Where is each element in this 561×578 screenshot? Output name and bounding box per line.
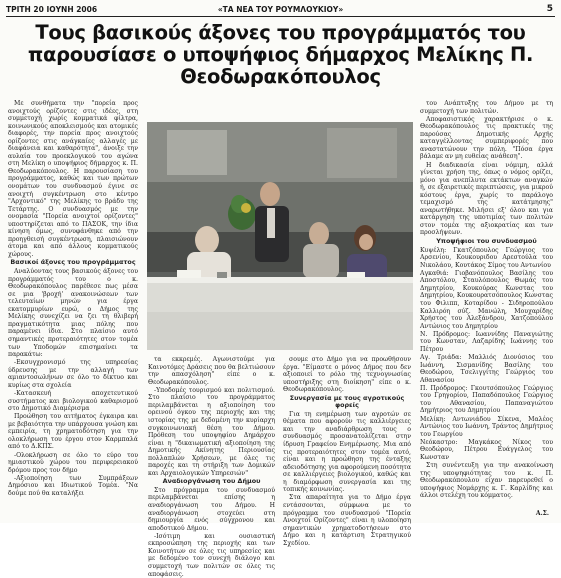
candidate-list: Π. Πρόδρομος: Γκουτσόπουλος Γεώργιος του Γρηγορίου, Παπαδόπουλος Γεώργιος του Αθανασίου, Παπαναγιώτου Δημήτριος του Δημητρίου xyxy=(420,384,553,415)
issue-date: ΤΡΙΤΗ 20 ΙΟΥΝΗ 2006 xyxy=(6,5,98,14)
candidate-list: Κυψέλη: Γκατζόπουλος Γεώργιος του Αρσενίου, Κουκουριδου Αρεστούλα του Νικολάου, Κουτάκος Σίμος του Αντωνίου xyxy=(420,246,553,269)
paragraph: Η διαδικασία είναι νόμιμη, αλλά γίνεται χρήση της, όπως ο νόμος ορίζει, μόνο για ανεπίλυτα εκτάκτων αναγκών ή, σε εξαιρετικές περιπτώσεις, για μικρού κόστους έργα, χωρίς το παράλογο τεμαχισμό της κατάτμησης" αναρωτήθηκε. Μιλήσει εξ' όλου και για κατάργηση της υποτιμίας των πολιτών στον τομέα της αξιοκρατίας και των προσλήψεων. xyxy=(420,161,553,237)
paragraph: τα εκκρεμές. Αγωνιστούμε για Καινοτόμες Δράσεις που θα βελτιώσουν την απασχόληση" είπε ο κ. Θεοδωρακόπουλος. xyxy=(148,356,275,386)
article-column-2 xyxy=(148,356,275,578)
page-number: 5 xyxy=(546,4,553,14)
paragraph: -Κατασκευή αποχετευτικού συστήματος και βιολογικού καθαρισμού στο Δημοτικό Διαμέρισμα xyxy=(8,389,138,413)
subheading: Αναδιοργάνωση του Δήμου xyxy=(162,477,261,486)
paragraph: σουμε στο Δήμο για να προωθήσουν έργα. "Είμαστε ο μόνος Δήμος που δεν αξιοποιεί το ρόλο της τεχνογνωσίας υποστήριξης στη διοίκηση" είπε ο κ. Θεοδωρακόπουλος. xyxy=(283,356,411,394)
paragraph: Αποφασιστικός χαρακτήρισε ο κ. Θεοδωρακόπουλος τις πρακτικές της παρούσας Δημοτικής Αρχής καταγγέλλοντας συμπεριφορές που αναστατώνουν την πόλη. "Πόσα έργα βάλαμε αν μη ευθείας ανάθεση". xyxy=(420,115,553,161)
page-header xyxy=(6,4,555,17)
paragraph: -Εκσυγχρονισμό της υπηρεσίας ύδρευσης με την αλλαγή των αμιαντοσωλήνων σε όλο το δίκτυο και κυρίως στα σχολεία xyxy=(8,359,138,389)
paragraph: Για τη ενημέρωση των αγροτών σε θέματα που αφορούν τις καλλιέργειες και την αναδιάρθρωση τους ο συνδυασμός προσανατολίζεται στην ίδρυση Γραφείου Ενημέρωσης. Μια από τις προτεραιότητες στον τομέα αυτό, είναι και η προώθηση της ένταξης αδειοδότησης για αφορούμενη ποσότητα σε καλλιέργειες βιολογικού, καθώς και η διαμόρφωση συνεργασία και της τοπικής κοινωνίας. xyxy=(283,410,411,494)
paragraph: Με συνθήματα την "πορεία προς ανοιχτούς ορίζοντες στις ιδέες, στη συμμετοχή χωρίς κομματικά φίλτρα, κοινωνικούς αποκλεισμούς και ατομικές διαφορές, την πορεία προς ανοιχτούς ορίζοντες στις ανάγκαίες αλλαγές με διαφάνεια και καθαρότητα", άνοιξε την αυλαία του προεκλογικού του αγώνα στη Μελίκη ο υποψήφιος δήμαρχος κ. Π. Θεοδωρακόπουλος. Η παρουσίαση του προγράμματος, καθώς και των πρώτων ονομάτων του συνδυασμού έγινε σε ανοιχτή συγκέντρωση στο κέντρο "Αρχοντικό" της Μελίκης το βράδυ της Τετάρτης. Ο συνδυασμός με την ονομασία "Πορεία ανοιχτοί ορίζοντες" υποστηρίζεται από το ΠΑΣΟΚ, την ίδια κίνηση όμως, συνυφάνθηκε από την προηγθεισή συγκέντρωση, πλαισιώνουν άτομα και από άλλους κομματικούς χώρους. xyxy=(8,100,138,258)
candidate-list: Αγ. Τριάδα: Μαλλιός Διονύσιος του Ιωάννη, Σισμανίδης Βασίλης του Θεοδώρου, Τσελιγγίτης Γεώργιος του Αθανασίου xyxy=(420,354,553,384)
subheading: Υποψήφιοι του συνδυασμού xyxy=(436,237,537,246)
candidate-list: Νεόκαστρο: Μαγκάκος Νίκος του Θεοδώρου, Πέτρου Ευάγγελος του Κωνσταν xyxy=(420,438,553,461)
candidate-list: Αγκαθιά: Γιοβανόπουλος Βασίλης του Αποστόλου, Σταυλόπουλος Θωμάς του Δημητρίου, Κουκούρας Κωνστας του Δημητρίου, Κουκουρατσόπουλος Κωνστας του Φιλιππ, Κοταρίδου - Σιδηροπούλου Καλλιρόη σύζ. Μανώλη, Μουχαρίδης Χρήστος του Αλεξάνδρου, Χατζοπούλου Αντώνιος του Δημητρίου xyxy=(420,269,553,330)
paragraph: -Ισότιμη και ουσιαστική εκπροσώπηση της περιοχής και των Κοινοτήτων σε όλες τις υπηρεσίες και με δεδομένο τον συνεχή διάλογο και συμμετοχή των πολιτών σε όλες τις αποφάσεις. xyxy=(148,532,275,578)
candidate-list: Μελίκη: Αντωνιάδου Σίκενα, Μαλέος Αντώνιος του Ιωάννη, Τράντος Δημήτριος του Γεωργίου xyxy=(420,415,553,438)
paragraph: Στα απαραίτητα για το Δήμο έργα εντάσσονται, σύμφωνα με το πρόγραμμα του συνδυασμού "Πορεία Ανοιχτοί Ορίζοντες" είναι η υλοποίηση σημαντικών χρηματοδοτήσεων στο Δήμο και η κατάρτιση Στρατηγικού Σχεδίου. xyxy=(283,494,411,547)
article-column-1 xyxy=(8,100,138,518)
article-column-3 xyxy=(283,356,411,547)
article-headline: Τους βασικούς άξονες του προγράμματός του παρουσίασε ο υποψήφιος δήμαρχος Μελίκης Π. Θεοδωρακόπουλος xyxy=(27,21,534,88)
paragraph: -Υποδομές τουρισμού και πολιτισμού. Στο πλαίσιο του προγράμματος περιλαμβάνεται η αξιοποίηση του ορεινού όγκου της περιοχής και της ιστορίας της με δεδομένη την κυρίαρχη συγκοινωνιακή θέση του Δήμου. Πρόθεση του υποψηφίου Δημάρχου είναι η "δικαιωματική αξιοποίηση της Δημοτικής Ακίνητης Περιουσίας πολλαπλών Χρήσεων, με όλες τις παροχές και τη στήριξη των Δομικών και Αρχαιολογικών Υπηρεσιών" xyxy=(148,386,275,477)
paragraph: του Ανάπτυξης του Δήμου με τη συμμετοχή των πολιτών. xyxy=(420,100,553,115)
paragraph: Στη συνέντευξη για την ανακοίνωση της υποψηφιότητας του κ. Π. Θεοδωρακόπουλου είχαν παρευρεθεί ο υποψήφιος Νομάρχης κ. Γ. Καρλίδης και άλλοι στελέχη του κόμματος. xyxy=(420,462,553,500)
paragraph: -Αξιοποίηση των Συμπράξεων Δημόσιου και Ιδιωτικού Τομέα. "Να δούμε πού θα καταλήξει xyxy=(8,474,138,497)
paragraph: Προώθηση του αιτήματος έγκαιρα και με βεβαιότητα την υπάρχουσα γνώση και εμπειρία, τη χρηματοδότηση για την ολοκλήρωση του έργου στον Καρμπαλά από το Δ.ΚΠΣ. xyxy=(8,413,138,451)
press-conference-photo xyxy=(147,122,413,350)
subheading: Συνεργασία με τους αγροτικούς φορείς xyxy=(289,393,405,410)
paragraph: -Ολοκλήρωση σε όλο το εύρο του ημιαστικού χώρου του περιφερειακού δρόμου προς τον δήμο xyxy=(8,451,138,474)
paragraph: Αναλύοντας τους βασικούς άξονες του προγράμματός του ο κ. Θεοδωρακόπουλος παρέθεσε πως μέσα σε μια 'βροχή' ανακοινώσεων των τελευταίων μηνών για έργα εκατομμυρίων ευρώ, ο Δήμος της Μελίκης συνεχίζει να ζει τη θλιβερή πραγματικότητα μιας πόλης που παραμένει ίδια. Στο πλαίσιο αυτό σημαντικές προτεραιότητες στον τομέα των Υποδομών επισημαίνει τα παρακάτω: xyxy=(8,268,138,359)
subheading: Βασικοί άξονες του προγράμματος xyxy=(10,258,136,267)
author-signature: Α.Σ. xyxy=(535,510,549,517)
article-column-4 xyxy=(420,100,553,518)
candidate-list: Ν. Πρόδρομος: Ιωαννίδης Παναγιώτης του Κωνσταν, Λαζαρίδης Ιωάννης του Πέτρου xyxy=(420,330,553,353)
newspaper-name: «ΤΑ ΝΕΑ ΤΟΥ ΡΟΥΜΛΟΥΚΙΟΥ» xyxy=(217,5,344,14)
paragraph: Στο πρόγραμμα του συνδυασμού περιλαμβάνεται επίσης η αναδιοργάνωση του Δήμου. Η αναδιοργάνωση στοχεύει στη δημιουργία ενός σύγχρονου και αποδοτικού Δήμου. xyxy=(148,486,275,532)
